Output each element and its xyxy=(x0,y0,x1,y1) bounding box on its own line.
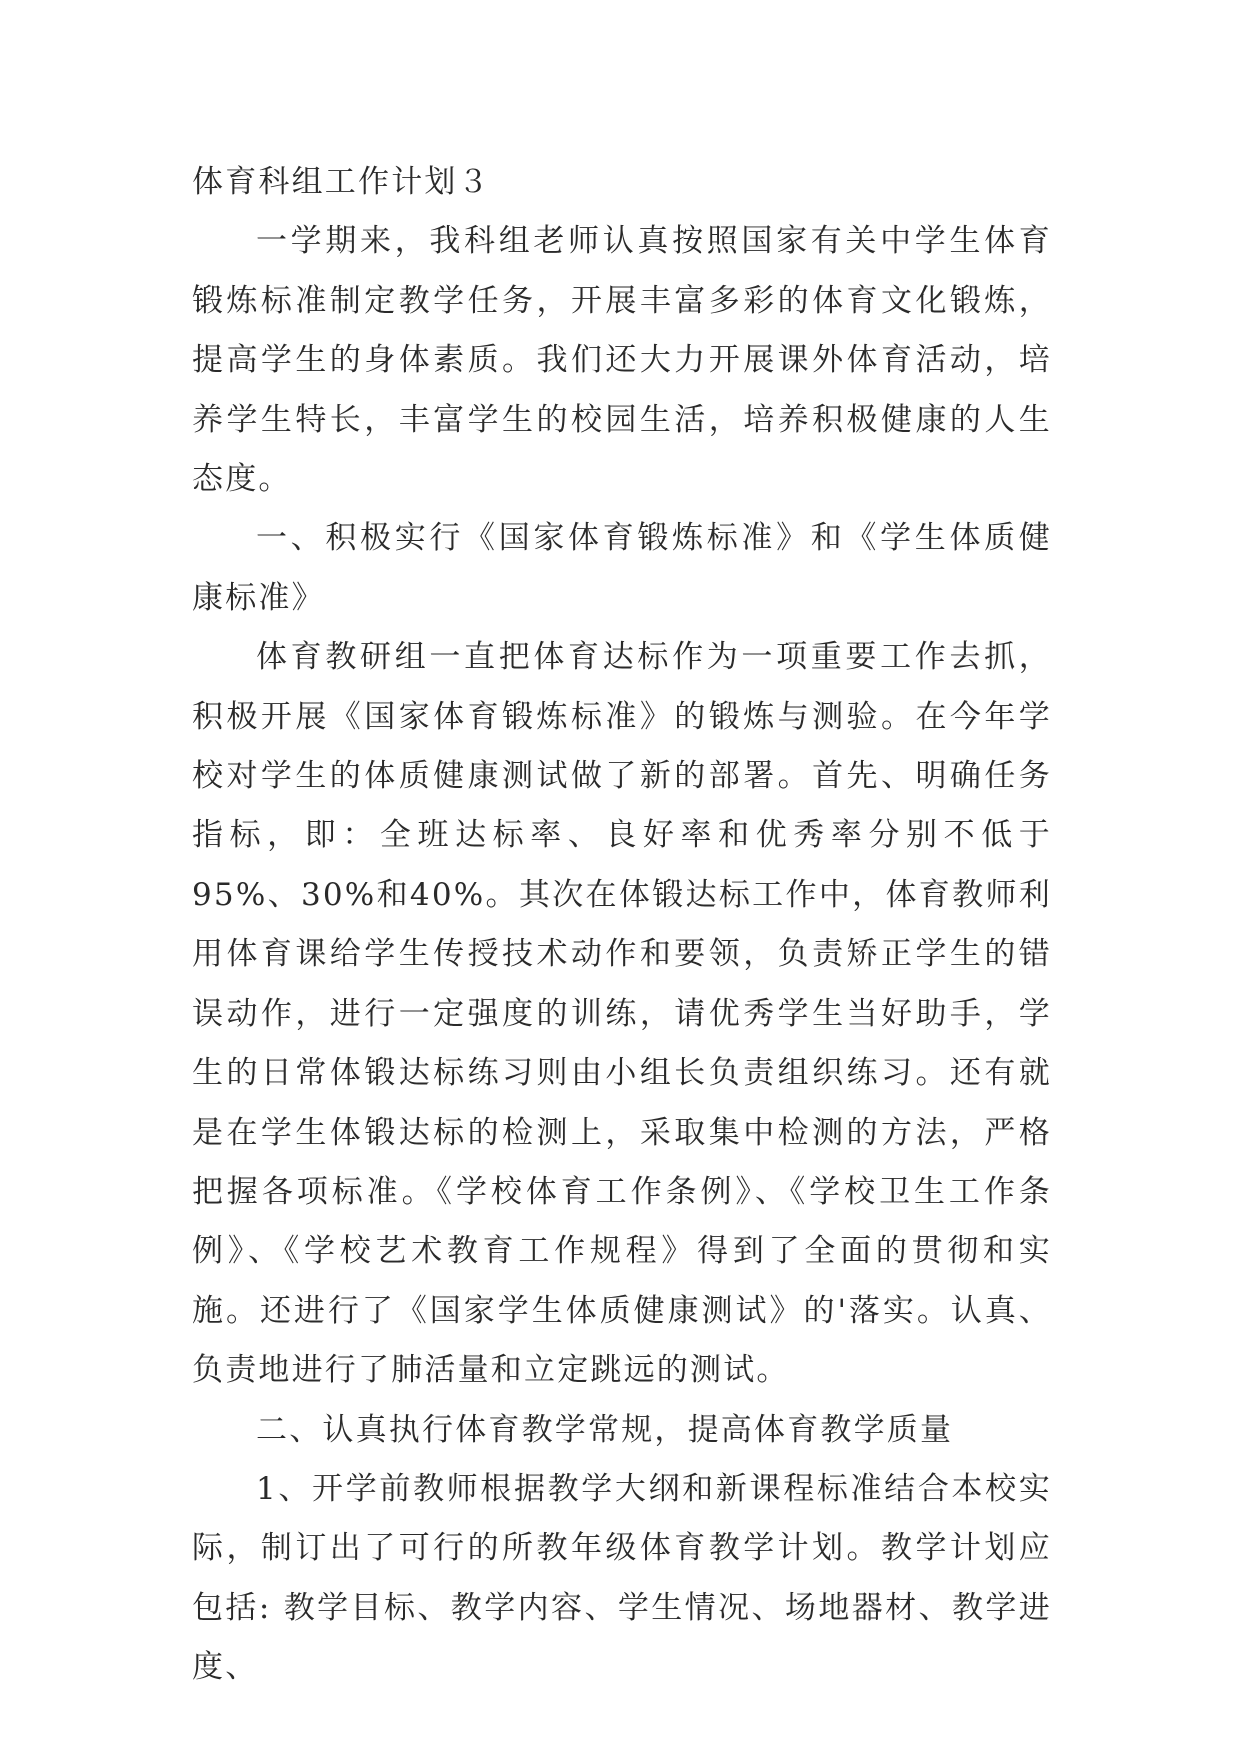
paragraph-intro: 一学期来，我科组老师认真按照国家有关中学生体育锻炼标准制定教学任务，开展丰富多彩的体育文化锻炼，提高学生的身体素质。我们还大力开展课外体育活动，培养学生特长，丰富学生的校园生活，培养积极健康的人生态度。 xyxy=(192,223,1052,498)
document-title: 体育科组工作计划３ xyxy=(192,164,491,200)
section-heading-2: 二、认真执行体育教学常规，提高体育教学质量 xyxy=(256,1411,954,1448)
paragraph-section-1: 体育教研组一直把体育达标作为一项重要工作去抓，积极开展《国家体育锻炼标准》的锻炼与测验。在今年学校对学生的体质健康测试做了新的部署。首先、明确任务指标，即：全班达标率、良好率和优秀率分别不低于95%、30%和40%。其次在体锻达标工作中，体育教师利用体育课给学生传授技术动作和要领，负责矫正学生的错误动作，进行一定强度的训练，请优秀学生当好助手，学生的日常体锻达标练习则由小组长负责组织练习。还有就是在学生体锻达标的检测上，采取集中检测的方法，严格把握各项标准。《学校体育工作条例》、《学校卫生工作条例》、《学校艺术教育工作规程》得到了全面的贯彻和实施。还进行了《国家学生体质健康测试》的'落实。认真、负责地进行了肺活量和立定跳远的测试。 xyxy=(192,639,1052,1389)
document-body xyxy=(192,153,1052,1698)
paragraph-section-2-item-1: 1、开学前教师根据教学大纲和新课程标准结合本校实际，制订出了可行的所教年级体育教学计划。教学计划应包括: 教学目标、教学内容、学生情况、场地器材、教学进度、 xyxy=(192,1470,1052,1686)
section-heading-1: 一、积极实行《国家体育锻炼标准》和《学生体质健康标准》 xyxy=(192,520,1052,616)
